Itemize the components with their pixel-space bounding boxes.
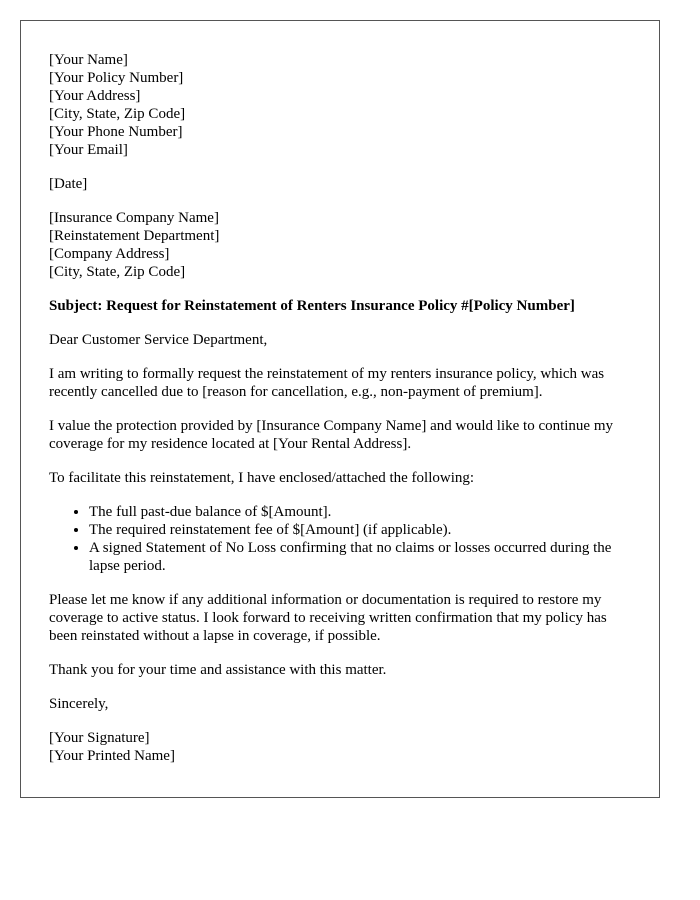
salutation: Dear Customer Service Department, [49,332,268,348]
sender-policy-number: [Your Policy Number] [49,70,184,86]
sender-email: [Your Email] [49,142,128,158]
recipient-department: [Reinstatement Department] [49,228,220,244]
closing: Sincerely, [49,696,109,712]
letter-date: [Date] [49,176,88,192]
body-paragraph: Thank you for your time and assistance with this matter. [49,662,387,678]
signature-block [49,729,631,765]
list-item: • The required reinstatement fee of $[Amount] (if applicable). [89,521,631,539]
sender-city-state-zip: [City, State, Zip Code] [49,106,186,122]
list-item: • The full past-due balance of $[Amount]. [89,503,631,521]
sender-address: [Your Address] [49,88,141,104]
sender-block [49,51,631,159]
date-block [49,175,631,193]
body-paragraph: To facilitate this reinstatement, I have enclosed/attached the following: [49,470,475,486]
list-item: • A signed Statement of No Loss confirming that no claims or losses occurred during the lapse period. [89,539,631,575]
recipient-company-name: [Insurance Company Name] [49,210,219,226]
enclosure-list [49,503,631,575]
subject-line: Subject: Request for Reinstatement of Renters Insurance Policy #[Policy Number] [49,298,575,314]
recipient-address: [Company Address] [49,246,170,262]
sender-name: [Your Name] [49,52,128,68]
sender-phone: [Your Phone Number] [49,124,183,140]
body-paragraph: Please let me know if any additional information or documentation is required to restore my coverage to active status. I look forward to receiving written confirmation that my policy has been reinstated without a lapse in coverage, if possible. [49,592,607,644]
recipient-city-state-zip: [City, State, Zip Code] [49,264,186,280]
body-paragraph: I am writing to formally request the reinstatement of my renters insurance policy, which was recently cancelled due to [reason for cancellation, e.g., non-payment of premium]. [49,366,605,400]
printed-name: [Your Printed Name] [49,748,175,764]
recipient-block [49,209,631,281]
signature-line: [Your Signature] [49,730,150,746]
letter-page [20,20,660,798]
body-paragraph: I value the protection provided by [Insurance Company Name] and would like to continue my coverage for my residence located at [Your Rental Address]. [49,418,614,452]
